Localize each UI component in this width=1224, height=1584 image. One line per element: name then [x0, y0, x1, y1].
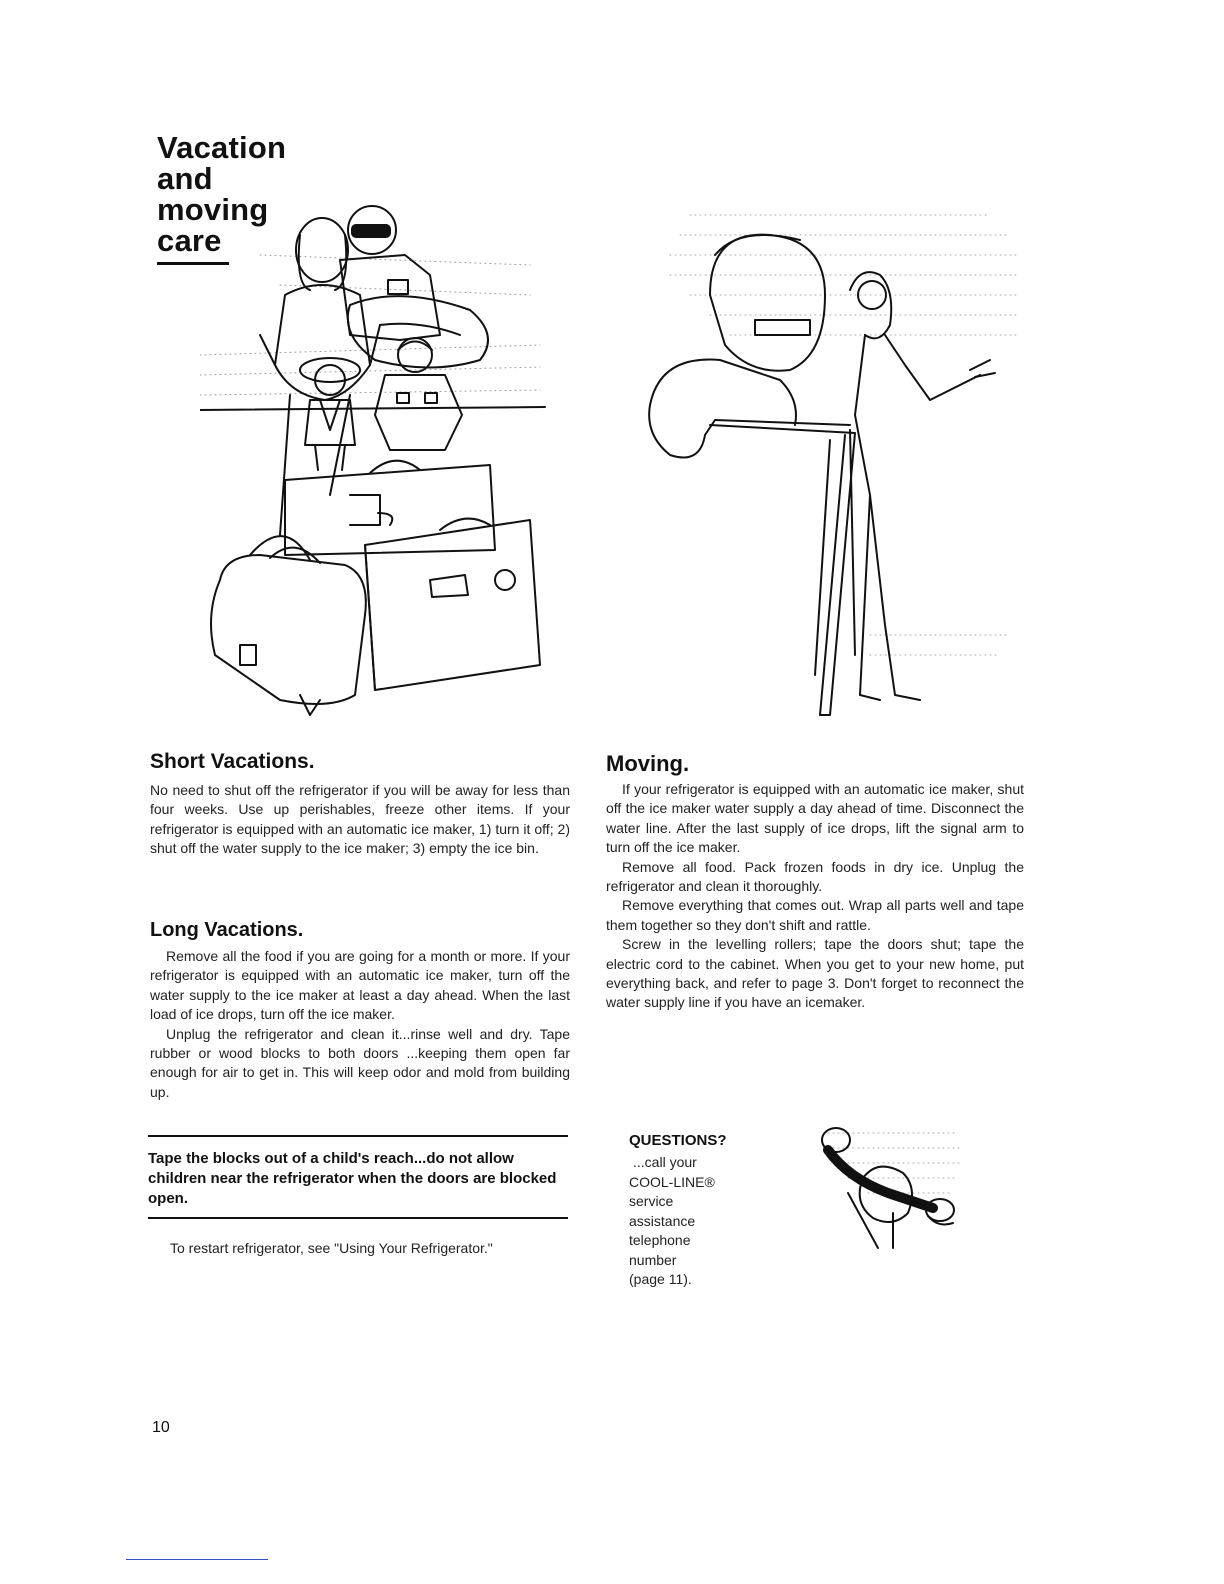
title-line-1: Vacation [157, 130, 287, 165]
title-line-2: and [157, 161, 213, 196]
warning-bottom-rule [148, 1217, 568, 1219]
moving-couple-illustration [630, 195, 1030, 725]
warning-top-rule [148, 1135, 568, 1137]
questions-text [629, 1153, 715, 1290]
title-line-3: moving [157, 192, 269, 227]
questions-line-4: assistance [629, 1212, 696, 1229]
long-vacations-paragraph-2: Unplug the refrigerator and clean it...rinse well and dry. Tape rubber or wood blocks to both doors ...keeping them open far enough for air to get in. This will keep odor and mold from building up. [150, 1025, 570, 1100]
questions-line-2: COOL-LINE® [629, 1173, 715, 1190]
questions-title: QUESTIONS? [629, 1132, 727, 1149]
page-number: 10 [152, 1419, 170, 1436]
moving-heading: Moving. [606, 751, 690, 776]
moving-paragraph-1: If your refrigerator is equipped with an automatic ice maker, shut off the ice maker water supply a day ahead of time. Disconnect the water line. After the last supply of ice drops, lift the signal arm to turn off the ice maker. [606, 781, 1024, 856]
questions-line-6: number [629, 1251, 677, 1268]
long-vacations-heading: Long Vacations. [150, 919, 304, 941]
questions-line-3: service [629, 1193, 674, 1209]
title-line-4: care [157, 223, 222, 258]
moving-paragraph-2: Remove all food. Pack frozen foods in dry ice. Unplug the refrigerator and clean it thoroughly. [606, 858, 1024, 895]
moving-paragraph-3: Remove everything that comes out. Wrap all parts well and tape them together so they don't shift and rattle. [606, 897, 1024, 933]
questions-line-7: (page 11). [629, 1271, 692, 1287]
moving-text [606, 780, 1024, 1013]
family-luggage-illustration [200, 195, 570, 725]
moving-paragraph-4: Screw in the levelling rollers; tape the doors shut; tape the electric cord to the cabinet. When you get to your new home, put everything back, and refer to page 3. Don't forget to reconnect the water supply line if you have an icemaker. [606, 936, 1024, 1011]
restart-note: To restart refrigerator, see "Using Your Refrigerator." [170, 1240, 493, 1256]
long-vacations-text [150, 947, 570, 1102]
short-vacations-heading: Short Vacations. [150, 750, 315, 773]
questions-line-1: ...call your [633, 1154, 697, 1170]
child-safety-warning: Tape the blocks out of a child's reach...do not allow children near the refrigerator when the doors are blocked open. [148, 1150, 557, 1207]
footer-line [126, 1559, 268, 1560]
long-vacations-paragraph-1: Remove all the food if you are going for a month or more. If your refrigerator is equipped with an automatic ice maker, turn off the water supply to the ice maker at least a day ahead. When the last load of ice drops, turn off the ice maker. [150, 948, 570, 1023]
short-vacations-paragraph: No need to shut off the refrigerator if you will be away for less than four weeks. Use up perishables, freeze other items. If your refrigerator is equipped with an automatic ice maker, 1) turn it off; 2) shut off the water supply to the ice maker; 3) empty the ice bin. [150, 782, 570, 857]
questions-line-5: telephone [629, 1232, 691, 1248]
short-vacations-text [150, 781, 570, 859]
telephone-handset-icon [808, 1118, 968, 1253]
